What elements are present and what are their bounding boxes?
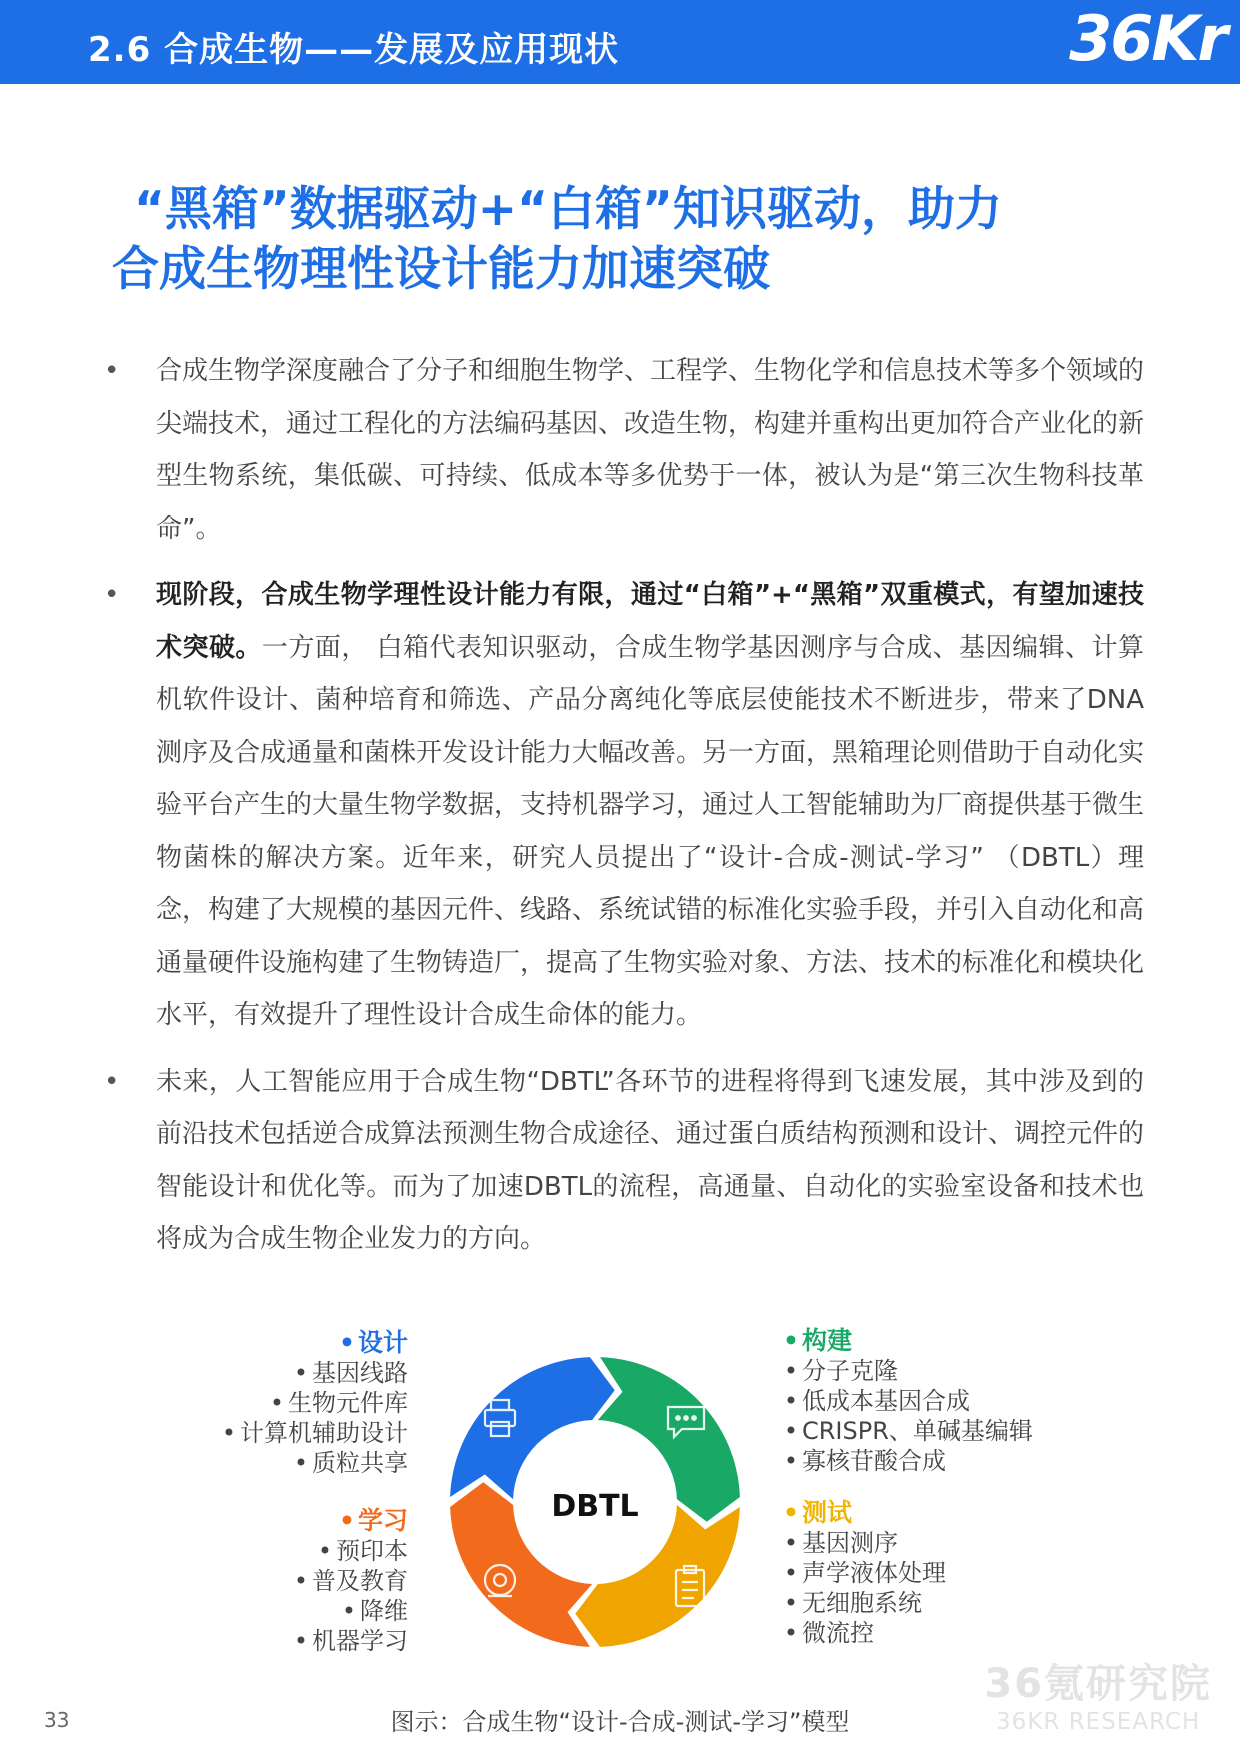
learn-list — [290, 1506, 408, 1656]
design-segment — [450, 1357, 615, 1499]
build-item: • 寡核苷酸合成 — [783, 1447, 946, 1475]
section-title: 2.6 合成生物——发展及应用现状 — [88, 30, 620, 70]
design-item: • 生物元件库 — [269, 1389, 408, 1417]
dbtl-cycle — [0, 1320, 1240, 1680]
bullet-dot: • — [104, 1066, 120, 1097]
test-item: • 基因测序 — [783, 1529, 898, 1557]
test-item: • 微流控 — [783, 1619, 874, 1647]
bullet-body: 一方面， 白箱代表知识驱动，合成生物学基因测序与合成、基因编辑、计算机软件设计、菌种培育和筛选、产品分离纯化等底层使能技术不断进步，带来了DNA测序及合成通量和菌株开发设计能力大幅改善。另一方面，黑箱理论则借助于自动化实验平台产生的大量生物学数据，支持机器学习，通过人工智能辅助为厂商提供基于微生物菌株的解决方案。近年来，研究人员提出了“设计-合成-测试-学习” （DBTL）理念，构建了大规模的基因元件、线路、系统试错的标准化实验手段，并引入自动化和高通量硬件设施构建了生物铸造厂，提高了生物实验对象、方法、技术的标准化和模块化水平，有效提升了理性设计合成生命体的能力。 — [156, 632, 1145, 1030]
test-segment — [575, 1505, 740, 1647]
build-item: • CRISPR、单碱基编辑 — [783, 1417, 1033, 1445]
bullet-list — [104, 345, 1144, 1280]
learn-item: • 机器学习 — [293, 1627, 408, 1655]
test-item: • 无细胞系统 — [783, 1589, 922, 1617]
design-list — [218, 1328, 408, 1478]
watermark-line-2: 36KR RESEARCH — [996, 1709, 1201, 1735]
test-list — [780, 1498, 946, 1648]
bullet-item — [104, 569, 1144, 1042]
design-title: • 设计 — [338, 1328, 408, 1357]
bullet-text — [156, 569, 1144, 1042]
build-list — [780, 1326, 1033, 1476]
bullet-body: 未来，人工智能应用于合成生物“DBTL”各环节的进程将得到飞速发展，其中涉及到的前沿技术包括逆合成算法预测生物合成途径、通过蛋白质结构预测和设计、调控元件的智能设计和优化等。而为了加速DBTL的流程，高通量、自动化的实验室设备和技术也将成为合成生物企业发力的方向。 — [156, 1066, 1145, 1254]
watermark-line-1: 36氪研究院 — [984, 1661, 1212, 1707]
bullet-body: 合成生物学深度融合了分子和细胞生物学、工程学、生物化学和信息技术等多个领域的尖端技术，通过工程化的方法编码基因、改造生物，构建并重构出更加符合产业化的新型生物系统，集低碳、可持续、低成本等多优势于一体，被认为是“第三次生物科技革命”。 — [156, 356, 1145, 544]
learn-item: • 普及教育 — [293, 1567, 408, 1595]
36kr-logo: 36Kr — [1069, 2, 1226, 75]
page-heading — [112, 180, 1152, 300]
test-item: • 声学液体处理 — [783, 1559, 946, 1587]
bullet-dot: • — [104, 356, 120, 386]
build-item: • 低成本基因合成 — [783, 1387, 970, 1415]
dbtl-diagram — [0, 1320, 1240, 1680]
build-title: • 构建 — [783, 1326, 853, 1355]
heading-line-1: “黑箱”数据驱动+“白箱”知识驱动，助力 — [134, 182, 1002, 237]
build-item: • 分子克隆 — [783, 1357, 898, 1385]
figure-caption: 图示：合成生物“设计-合成-测试-学习”模型 — [390, 1708, 850, 1736]
bullet-dot: • — [104, 580, 120, 610]
bullet-text — [156, 345, 1144, 555]
bullet-item — [104, 1056, 1144, 1266]
learn-title: • 学习 — [338, 1506, 408, 1535]
header-bar — [0, 0, 1240, 84]
learn-item: • 预印本 — [317, 1537, 408, 1565]
test-title: • 测试 — [783, 1498, 853, 1527]
bullet-text — [156, 1056, 1144, 1266]
design-item: • 基因线路 — [293, 1359, 408, 1387]
learn-item: • 降维 — [341, 1597, 408, 1625]
dbtl-center-label: DBTL — [551, 1489, 639, 1524]
heading-line-2: 合成生物理性设计能力加速突破 — [112, 242, 770, 297]
bullet-item — [104, 345, 1144, 555]
design-item: • 计算机辅助设计 — [221, 1419, 408, 1447]
design-item: • 质粒共享 — [293, 1449, 408, 1477]
page-number: 33 — [44, 1708, 70, 1732]
bullet-bold-lead: 现阶段，合成生物学理性设计能力有限，通过“白箱”+“黑箱”双重模式，有望加速技术突破。 — [156, 580, 1144, 663]
